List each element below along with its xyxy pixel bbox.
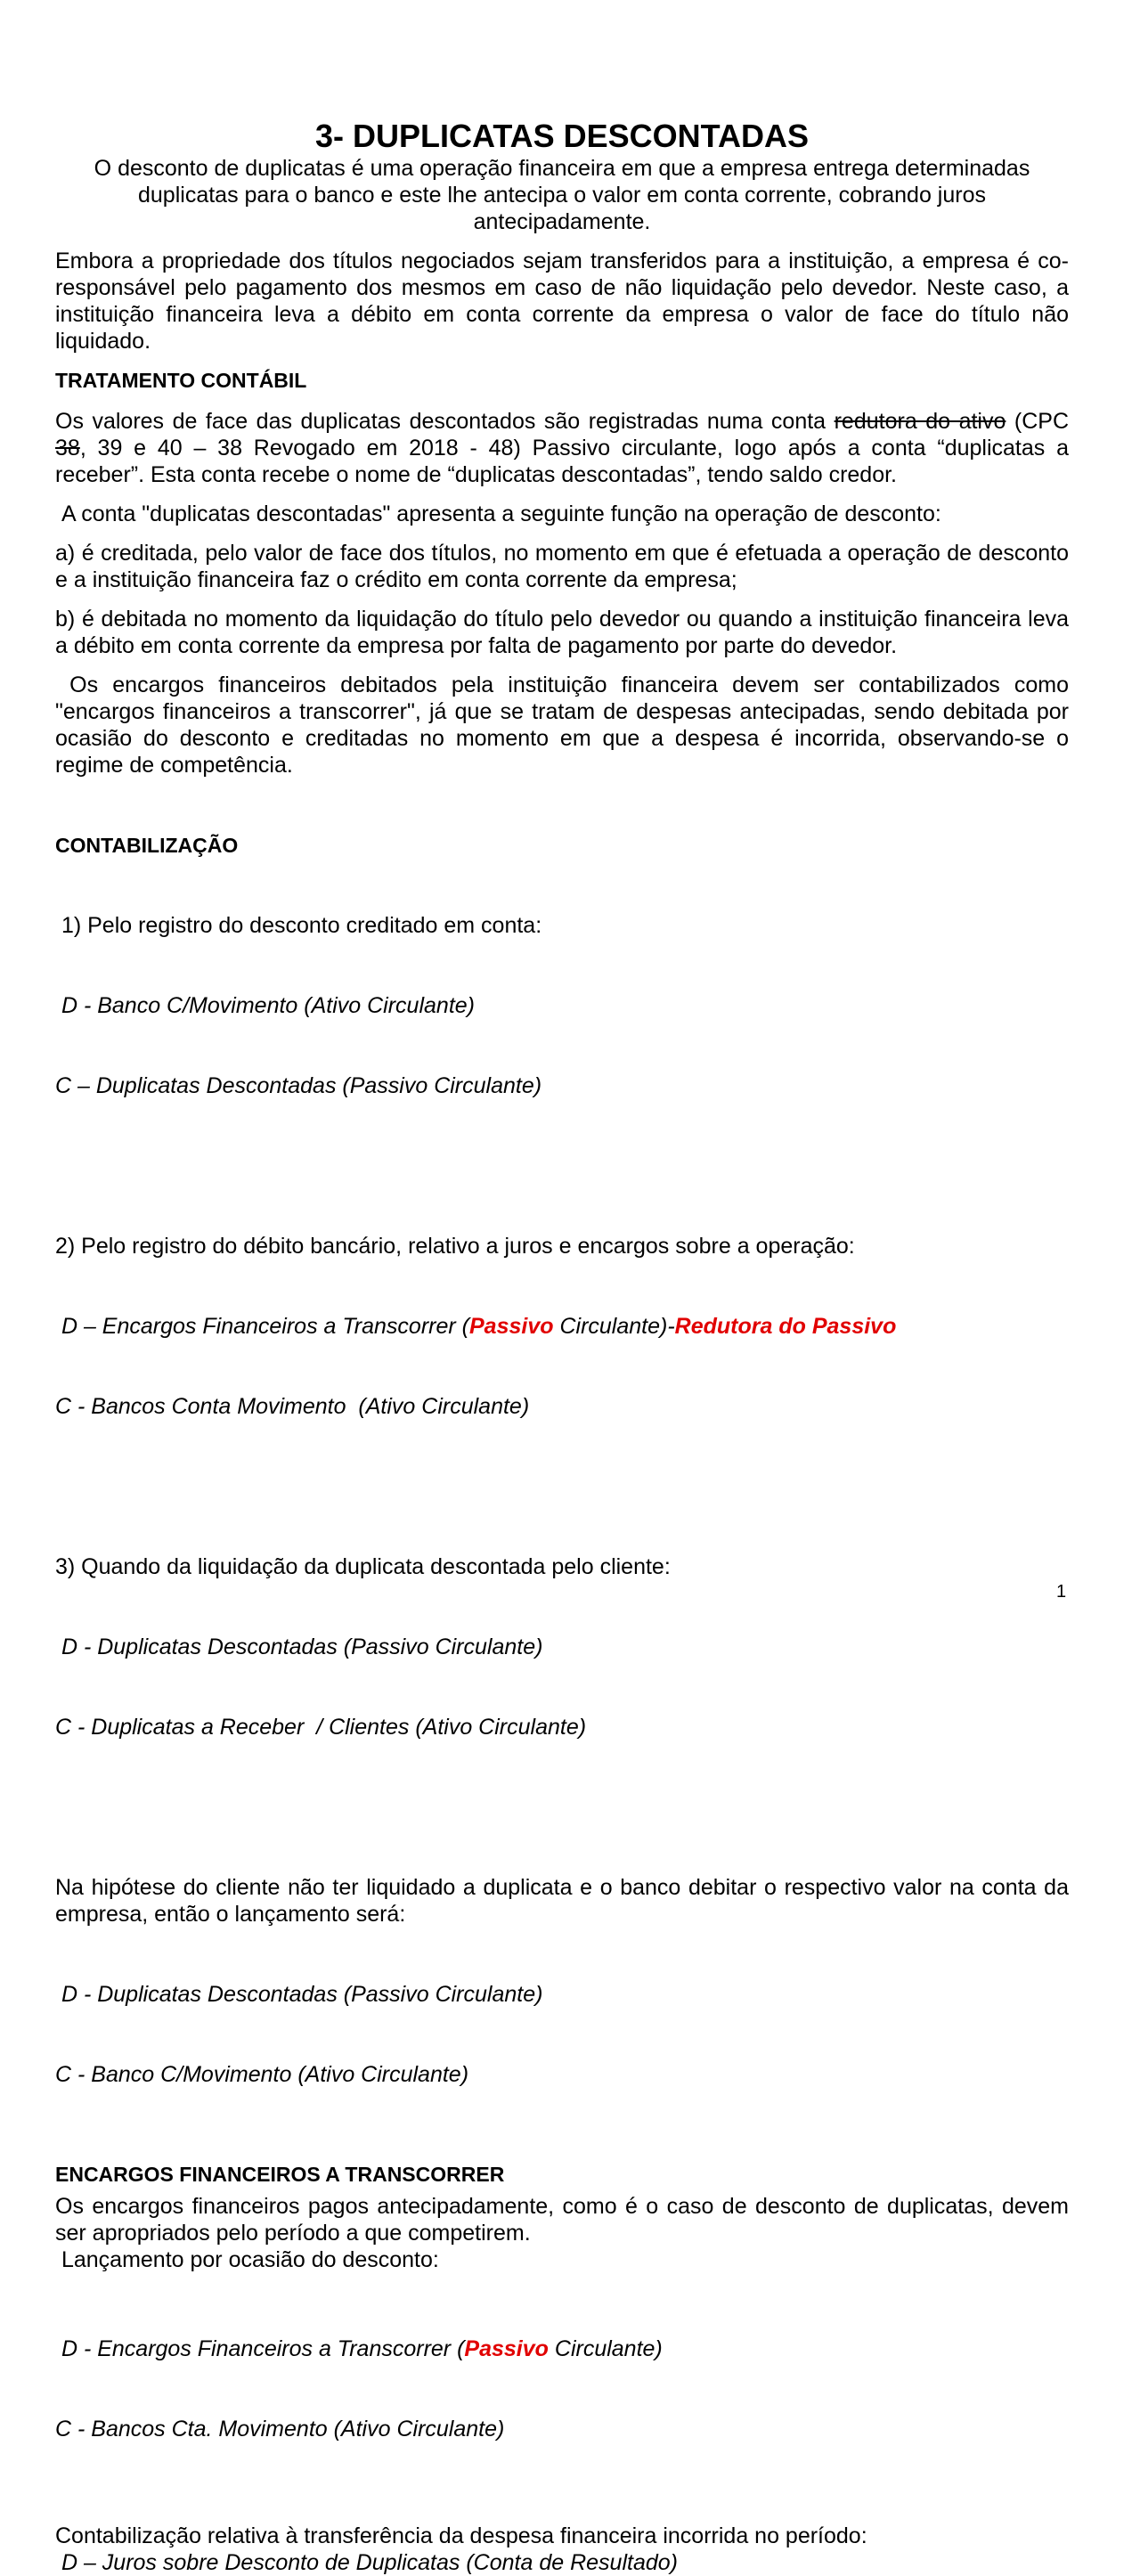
- paragraph-propriedade: Embora a propriedade dos títulos negociados sejam transferidos para a instituição, a empresa é co-responsável pelo pagamento dos mesmos em caso de não liquidação pelo devedor. Neste caso, a instituição financeira leva a débito em conta corrente da empresa o valor de face do título não liquidado.: [55, 249, 1069, 354]
- text-segment: , 39 e 40 – 38 Revogado em 2018 - 48) Passivo circulante, logo após a conta “duplicatas a receber”. Esta conta recebe o nome de “duplicatas descontadas”, tendo saldo credor.: [55, 436, 1069, 487]
- heading-tratamento-contabil: TRATAMENTO CONTÁBIL: [55, 369, 307, 392]
- page-title: 3- DUPLICATAS DESCONTADAS: [314, 118, 809, 154]
- debit-line: D - Banco C/Movimento (Ativo Circulante): [55, 993, 475, 1018]
- debit-line: [55, 2336, 1069, 2362]
- heading-contabilizacao: CONTABILIZAÇÃO: [55, 834, 239, 857]
- page-number: 1: [1056, 1582, 1067, 1602]
- entry-label: 2) Pelo registro do débito bancário, relativo a juros e encargos sobre a operação:: [55, 1234, 855, 1259]
- debit-line: [55, 1313, 1069, 1340]
- credit-line: C - Bancos Cta. Movimento (Ativo Circulante): [55, 2417, 505, 2441]
- paragraph-transferencia: Contabilização relativa à transferência da despesa financeira incorrida no período:: [55, 2523, 867, 2548]
- entry-2: [55, 1179, 1069, 1473]
- entry-label: 3) Quando da liquidação da duplicata descontada pelo cliente:: [55, 1554, 671, 1579]
- credit-line: C - Banco C/Movimento (Ativo Circulante): [55, 2062, 469, 2087]
- paragraph-encargos: Os encargos financeiros debitados pela instituição financeira devem ser contabilizados como "encargos financeiros a transcorrer", já que se tratam de despesas antecipadas, sendo debitada por ocasião do desconto e creditadas no momento em que a despesa é incorrida, observando-se o regime de competência.: [55, 673, 1075, 778]
- debit-line: D - Duplicatas Descontadas (Passivo Circulante): [55, 1982, 543, 2007]
- entry-4: [55, 1821, 1075, 2141]
- intro-paragraph: O desconto de duplicatas é uma operação financeira em que a empresa entrega determinadas duplicatas para o banco e este lhe antecipa o valor em conta corrente, cobrando juros antecipadamente.: [94, 156, 1030, 234]
- text-segment: (CPC: [1006, 409, 1069, 434]
- struck-text: 38: [55, 436, 80, 461]
- credit-line: C – Duplicatas Descontadas (Passivo Circulante): [55, 1073, 542, 1098]
- credit-line: C - Duplicatas a Receber / Clientes (Ativo Circulante): [55, 1715, 587, 1740]
- list-item-a: a) é creditada, pelo valor de face dos títulos, no momento em que é efetuada a operação de desconto e a instituição financeira faz o crédito em conta corrente da empresa;: [55, 541, 1069, 592]
- entry-label: 1) Pelo registro do desconto creditado em conta:: [55, 913, 542, 938]
- list-item-b: b) é debitada no momento da liquidação do título pelo devedor ou quando a instituição financeira leva a débito em conta corrente da empresa por falta de pagamento por parte do devedor.: [55, 607, 1069, 658]
- highlight-red: Redutora do Passivo: [674, 1314, 897, 1339]
- text-segment: D – Encargos Financeiros a Transcorrer (: [55, 1314, 469, 1339]
- text-segment: Circulante)-: [553, 1314, 675, 1339]
- highlight-red: Passivo: [464, 2336, 549, 2361]
- paragraph-funcao: A conta "duplicatas descontadas" apresenta a seguinte função na operação de desconto:: [55, 501, 941, 526]
- text-segment: D - Encargos Financeiros a Transcorrer (: [55, 2336, 465, 2361]
- entry-3: [55, 1500, 1069, 1794]
- document-page: [55, 118, 1075, 2576]
- text-segment: Os valores de face das duplicatas descontados são registradas numa conta: [55, 409, 835, 434]
- credit-line: C - Bancos Conta Movimento (Ativo Circulante): [55, 1394, 530, 1419]
- paragraph-lancamento: Lançamento por ocasião do desconto:: [55, 2247, 439, 2272]
- entry-1: [55, 859, 1069, 1153]
- entry-5: [55, 2282, 1069, 2496]
- heading-encargos-financeiros: ENCARGOS FINANCEIROS A TRANSCORRER: [55, 2163, 505, 2186]
- paragraph-valores-de-face: [55, 408, 1069, 488]
- struck-text: redutora do ativo: [834, 409, 1006, 434]
- text-segment: Circulante): [548, 2336, 663, 2361]
- paragraph-encargos-antecipados: Os encargos financeiros pagos antecipadamente, como é o caso de desconto de duplicatas, devem ser apropriados pelo período a que competirem.: [55, 2194, 1069, 2246]
- debit-line: D – Juros sobre Desconto de Duplicatas (Conta de Resultado): [55, 2550, 678, 2575]
- highlight-red: Passivo: [469, 1314, 554, 1339]
- debit-line: D - Duplicatas Descontadas (Passivo Circulante): [55, 1634, 543, 1659]
- entry-label: Na hipótese do cliente não ter liquidado a duplicata e o banco debitar o respectivo valor na conta da empresa, então o lançamento será:: [55, 1875, 1075, 1927]
